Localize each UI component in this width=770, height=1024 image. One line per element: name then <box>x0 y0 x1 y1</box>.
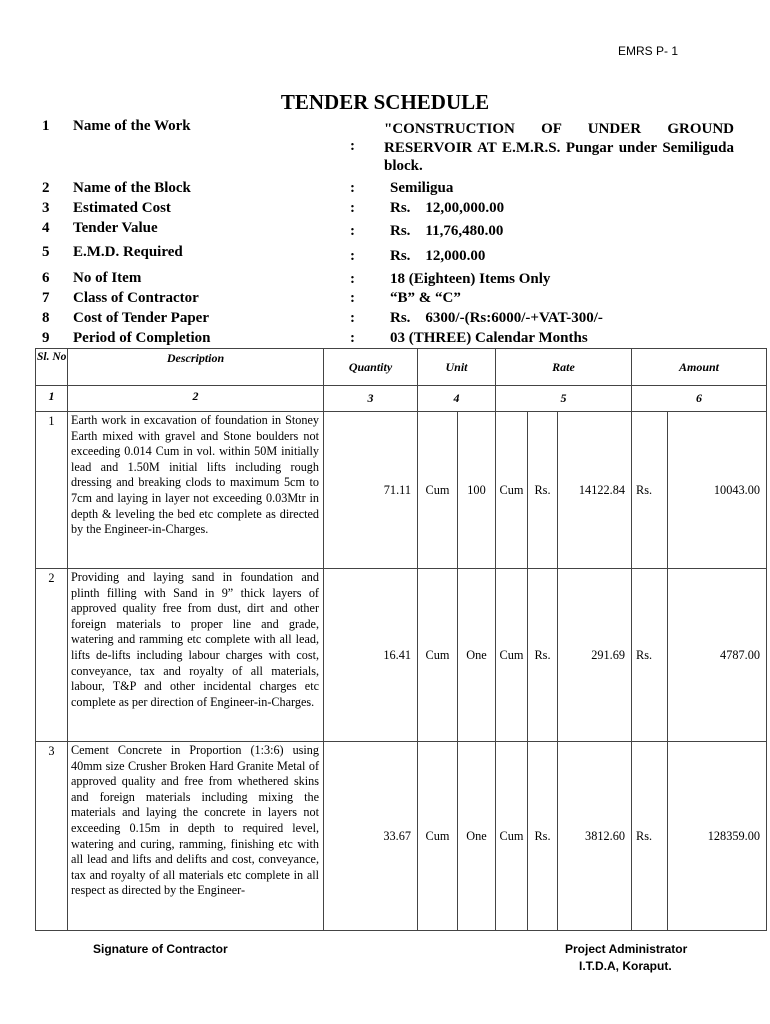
meta-value: Rs. 12,00,000.00 <box>390 200 505 216</box>
meta-colon: : <box>350 248 355 264</box>
colnum-4: 4 <box>418 386 496 412</box>
cell-rate: 291.69 <box>558 569 632 742</box>
page-reference: EMRS P- 1 <box>617 44 678 58</box>
cell-description: Providing and laying sand in foundation and plinth filling with Sand in 9” thick layers of approved quality free from dust, dirt and other foreign materials to proper line and grade, watering and ramming etc complete with all lead, lifts de-lifts including labour charges with cost, conveyance, tax and royalty of all materials, labour, T&P and other incidental charges etc complete as per direction of Engineer-in-Charges. <box>68 569 324 742</box>
meta-colon: : <box>350 200 355 216</box>
meta-label: No of Item <box>73 270 142 286</box>
colnum-2: 2 <box>68 386 324 412</box>
meta-value: Rs. 12,000.00 <box>390 248 486 264</box>
cell-amount: 10043.00 <box>668 412 767 569</box>
header-rate: Rate <box>496 349 632 386</box>
cell-sl: 1 <box>36 412 68 569</box>
meta-value: 03 (THREE) Calendar Months <box>390 330 588 346</box>
meta-label: Class of Contractor <box>73 290 199 306</box>
meta-value: Rs. 11,76,480.00 <box>390 223 504 239</box>
meta-num: 4 <box>42 220 50 236</box>
cell-per: One <box>458 569 496 742</box>
itda-koraput-label: I.T.D.A, Koraput. <box>579 959 672 973</box>
cell-description: Cement Concrete in Proportion (1:3:6) using 40mm size Crusher Broken Hard Granite Metal of approved quality and free from whethered skins and foreign materials including mixing the materials and laying the concrete in layers not exceeding 0.15m in depth to required level, watering and curing, ramming, finishing etc with all lead and lifts and delifts and cost, conveyance, tax and royalty of all materials etc complete in all respect as directed by the Engineer- <box>68 742 324 931</box>
meta-colon: : <box>350 290 355 306</box>
meta-label: Name of the Work <box>73 118 191 134</box>
table-colnum-row <box>36 386 767 412</box>
meta-colon: : <box>350 271 355 287</box>
cell-amount: 4787.00 <box>668 569 767 742</box>
colnum-6: 6 <box>632 386 767 412</box>
colnum-5: 5 <box>496 386 632 412</box>
table-row <box>36 742 767 931</box>
cell-quantity: 33.67 <box>324 742 418 931</box>
cell-rs: Rs. <box>632 569 668 742</box>
cell-quantity-unit: Cum <box>418 569 458 742</box>
cell-rs: Rs. <box>528 742 558 931</box>
cell-quantity-unit: Cum <box>418 412 458 569</box>
meta-colon: : <box>350 138 355 154</box>
cell-sl: 2 <box>36 569 68 742</box>
cell-quantity: 71.11 <box>324 412 418 569</box>
meta-label: Name of the Block <box>73 180 191 196</box>
meta-colon: : <box>350 180 355 196</box>
cell-per-unit: Cum <box>496 569 528 742</box>
meta-num: 3 <box>42 200 50 216</box>
meta-value: 18 (Eighteen) Items Only <box>390 271 551 287</box>
meta-row <box>40 118 734 178</box>
cell-per-unit: Cum <box>496 742 528 931</box>
meta-colon: : <box>350 310 355 326</box>
meta-label: Period of Completion <box>73 330 211 346</box>
meta-num: 9 <box>42 330 50 346</box>
schedule-table <box>35 348 766 931</box>
header-amount: Amount <box>632 349 767 386</box>
meta-num: 1 <box>42 118 50 134</box>
header-sl-no: Sl. No <box>36 349 68 386</box>
cell-amount: 128359.00 <box>668 742 767 931</box>
cell-rs: Rs. <box>632 742 668 931</box>
cell-rate: 14122.84 <box>558 412 632 569</box>
contractor-signature-label: Signature of Contractor <box>93 942 228 956</box>
colnum-1: 1 <box>36 386 68 412</box>
cell-rs: Rs. <box>632 412 668 569</box>
meta-num: 6 <box>42 270 50 286</box>
header-unit: Unit <box>418 349 496 386</box>
meta-value: Rs. 6300/-(Rs:6000/-+VAT-300/- <box>390 310 603 326</box>
colnum-3: 3 <box>324 386 418 412</box>
meta-colon: : <box>350 330 355 346</box>
meta-num: 7 <box>42 290 50 306</box>
project-administrator-label: Project Administrator <box>565 942 688 956</box>
meta-colon: : <box>350 223 355 239</box>
table-row <box>36 412 767 569</box>
meta-value: “B” & “C” <box>390 290 461 306</box>
meta-num: 5 <box>42 244 50 260</box>
cell-per: 100 <box>458 412 496 569</box>
table-row <box>36 569 767 742</box>
cell-per-unit: Cum <box>496 412 528 569</box>
meta-label: Estimated Cost <box>73 200 171 216</box>
meta-label: E.M.D. Required <box>73 244 183 260</box>
cell-quantity-unit: Cum <box>418 742 458 931</box>
header-quantity: Quantity <box>324 349 418 386</box>
meta-label: Cost of Tender Paper <box>73 310 209 326</box>
cell-rs: Rs. <box>528 569 558 742</box>
cell-rate: 3812.60 <box>558 742 632 931</box>
cell-rs: Rs. <box>528 412 558 569</box>
meta-value: "CONSTRUCTION OF UNDER GROUND RESERVOIR AT E.M.R.S. Pungar under Semiliguda block. <box>384 121 734 174</box>
meta-label: Tender Value <box>73 220 158 236</box>
cell-description: Earth work in excavation of foundation in Stoney Earth mixed with gravel and Stone boulders not exceeding 0.014 Cum in vol. within 50M initially lead and 1.50M initial lifts including rough dressing and breaking clods to maximum 5cm to 7cm and laying in layer not exceeding 0.03Mtr in depth & leveling the bed etc complete as directed by the Engineer-in-Charges. <box>68 412 324 569</box>
meta-value: Semiligua <box>390 180 454 196</box>
meta-num: 2 <box>42 180 50 196</box>
header-description: Description <box>68 349 324 386</box>
table-header-row <box>36 349 767 386</box>
meta-num: 8 <box>42 310 50 326</box>
page-title: TENDER SCHEDULE <box>280 90 490 114</box>
cell-per: One <box>458 742 496 931</box>
cell-sl: 3 <box>36 742 68 931</box>
cell-quantity: 16.41 <box>324 569 418 742</box>
